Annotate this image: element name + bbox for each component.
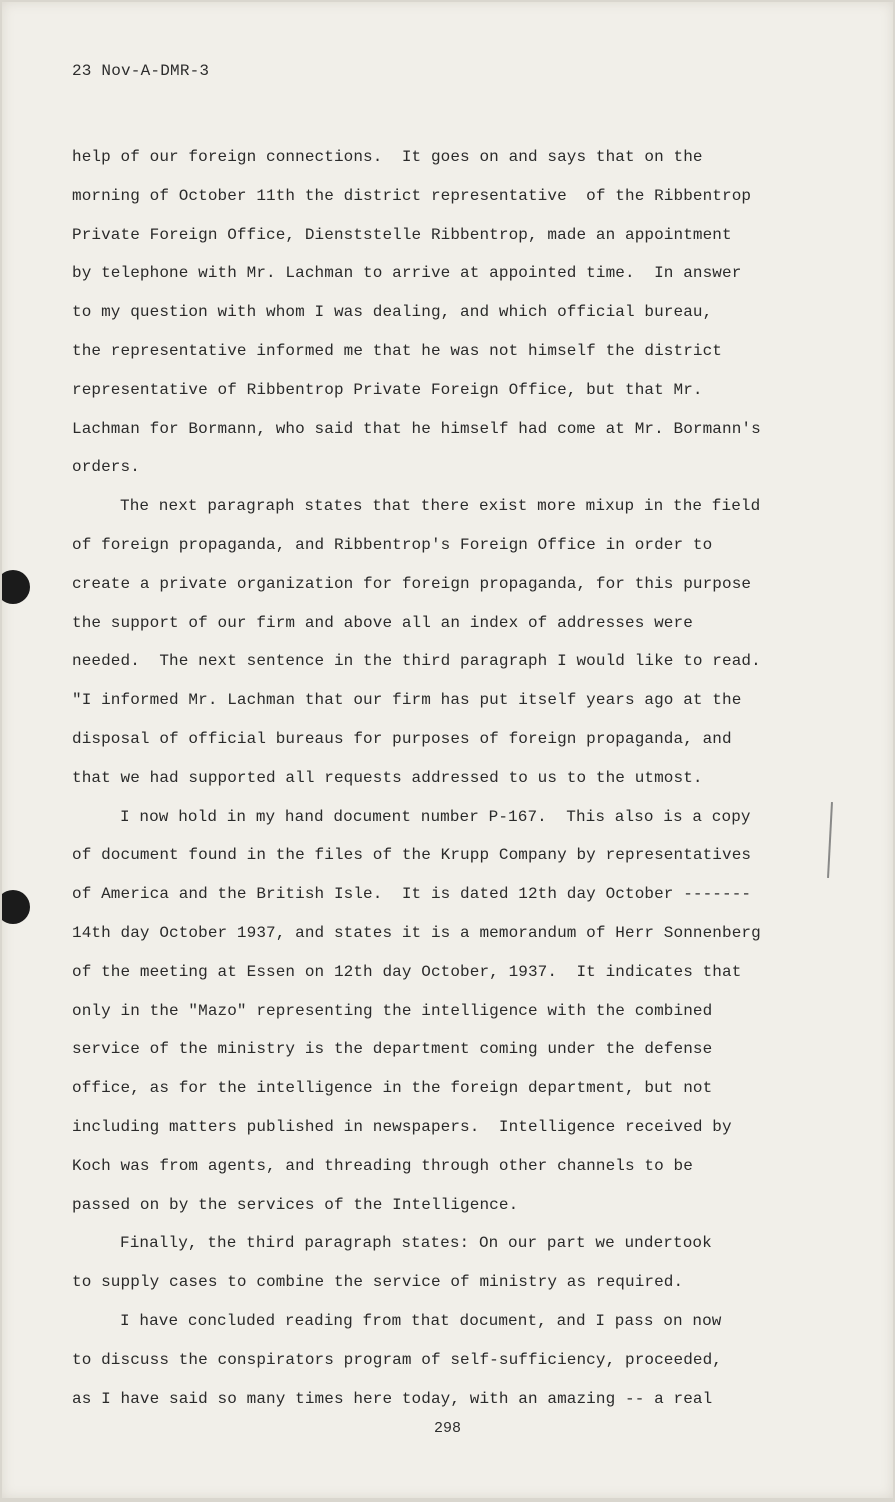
text-line: to discuss the conspirators program of self-sufficiency, proceeded, — [72, 1350, 723, 1369]
text-line: Lachman for Bormann, who said that he himself had come at Mr. Bormann's — [72, 419, 761, 438]
text-line: of document found in the files of the Krupp Company by representatives — [72, 846, 752, 865]
text-line: help of our foreign connections. It goes on and says that on the — [72, 148, 703, 166]
document-header: 23 Nov-A-DMR-3 — [72, 62, 210, 80]
text-line: "I informed Mr. Lachman that our firm has put itself years ago at the — [72, 691, 742, 710]
text-line: representative of Ribbentrop Private Foreign Office, but that Mr. — [72, 380, 703, 399]
punch-hole — [2, 890, 30, 924]
document-page — [2, 2, 893, 1498]
text-line: disposal of official bureaus for purposes of foreign propaganda, and — [72, 729, 732, 748]
page-number: 298 — [433, 1420, 461, 1437]
text-line: to my question with whom I was dealing, and which official bureau, — [72, 303, 713, 322]
text-line: morning of October 11th the district representative of the Ribbentrop — [72, 186, 752, 205]
text-line: service of the ministry is the department coming under the defense — [72, 1040, 713, 1059]
text-line: including matters published in newspapers. Intelligence received by — [72, 1117, 732, 1136]
text-line: office, as for the intelligence in the foreign department, but not — [72, 1079, 713, 1098]
text-line: The next paragraph states that there exist more mixup in the field — [120, 497, 761, 516]
text-line: of America and the British Isle. It is dated 12th day October ------- — [72, 885, 752, 904]
text-line: by telephone with Mr. Lachman to arrive at appointed time. In answer — [72, 264, 742, 283]
text-line: to supply cases to combine the service of ministry as required. — [72, 1273, 684, 1292]
text-line: Private Foreign Office, Dienststelle Ribbentrop, made an appointment — [72, 225, 732, 244]
text-line: only in the "Mazo" representing the intelligence with the combined — [72, 1001, 713, 1020]
text-line: Koch was from agents, and threading through other channels to be — [72, 1156, 693, 1175]
text-line: needed. The next sentence in the third paragraph I would like to read. — [72, 652, 761, 671]
text-line: Finally, the third paragraph states: On our part we undertook — [120, 1234, 712, 1253]
text-line: of the meeting at Essen on 12th day October, 1937. It indicates that — [72, 962, 742, 981]
punch-hole — [2, 570, 30, 604]
margin-mark — [827, 802, 833, 878]
text-line: I have concluded reading from that document, and I pass on now — [120, 1311, 722, 1330]
document-body — [72, 138, 772, 1418]
text-line: I now hold in my hand document number P-167. This also is a copy — [120, 807, 751, 826]
text-line: create a private organization for foreign propaganda, for this purpose — [72, 574, 752, 593]
text-line: of foreign propaganda, and Ribbentrop's Foreign Office in order to — [72, 535, 713, 554]
text-line: that we had supported all requests addressed to us to the utmost. — [72, 768, 703, 787]
text-line: passed on by the services of the Intelligence. — [72, 1195, 519, 1214]
text-line: as I have said so many times here today, with an amazing -- a real — [72, 1389, 713, 1408]
text-line: orders. — [72, 458, 140, 477]
text-line: the representative informed me that he was not himself the district — [72, 341, 723, 360]
text-line: 14th day October 1937, and states it is a memorandum of Herr Sonnenberg — [72, 923, 761, 942]
text-line: the support of our firm and above all an index of addresses were — [72, 613, 693, 632]
